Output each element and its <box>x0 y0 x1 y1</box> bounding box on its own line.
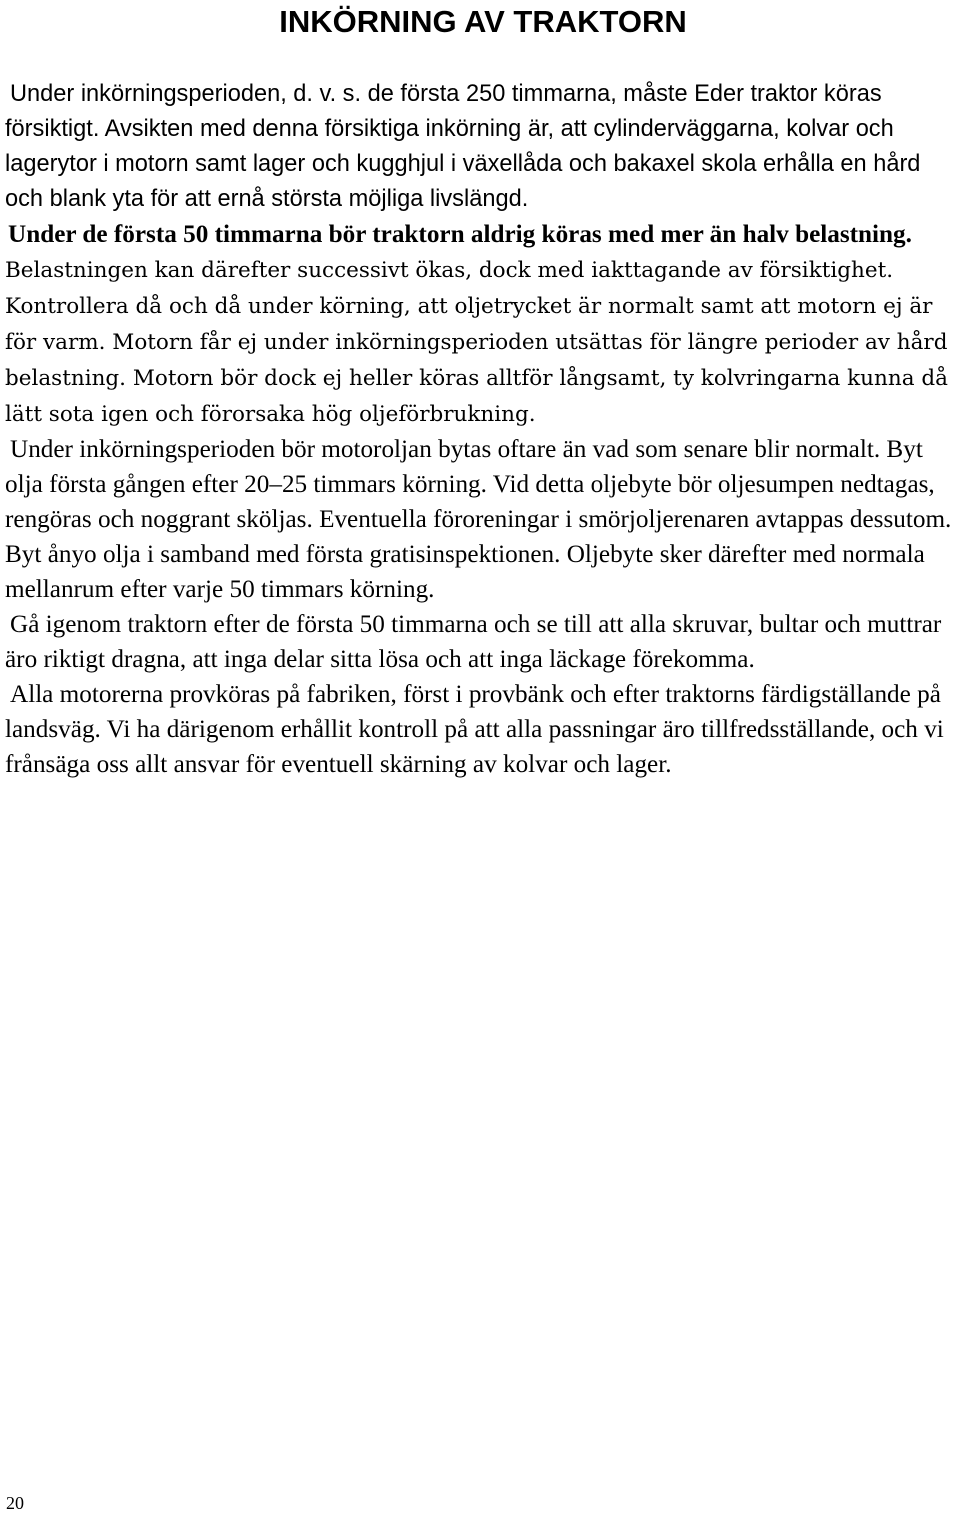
page-title: INKÖRNING AV TRAKTORN <box>279 4 687 39</box>
paragraph-inspection: Gå igenom traktorn efter de första 50 timmarna och se till att alla skruvar, bultar och muttrar äro riktigt dragna, att inga delar sitta lösa och att inga läckage förekomma. <box>5 611 942 673</box>
paragraph-factory-test: Alla motorerna provköras på fabriken, först i provbänk och efter traktorns färdigställande på landsväg. Vi ha därigenom erhållit kontroll på att alla passningar äro tillfredsställande, och vi frånsäga oss allt ansvar för eventuell skärning av kolvar och lager. <box>5 681 944 778</box>
paragraph-load <box>5 217 960 432</box>
page-number: 20 <box>6 1493 24 1513</box>
paragraph-load-bold: Under de första 50 timmarna bör traktorn aldrig köras med mer än halv belastning. <box>8 221 912 248</box>
paragraph-load-rest: Belastningen kan därefter successivt ökas, dock med iakttagande av försiktighet. Kontrollera då och då under körning, att oljetrycket är normalt samt att motorn ej är för varm. Motorn får ej under inkörningsperioden utsättas för längre perioder av hård belastning. Motorn bör dock ej heller köras alltför långsamt, ty kolvringarna kunna då lätt sota igen och förorsaka hög oljeförbrukning. <box>5 258 948 427</box>
paragraph-oil-change: Under inkörningsperioden bör motoroljan bytas oftare än vad som senare blir normalt. Byt olja första gången efter 20–25 timmars körning. Vid detta oljebyte bör oljesumpen nedtagas, rengöras och noggrant sköljas. Eventuella föroreningar i smörjoljerenaren avtappas dessutom. Byt ånyo olja i samband med första gratisinspektionen. Oljebyte sker därefter med normala mellanrum efter varje 50 timmars körning. <box>5 436 952 603</box>
paragraph-intro: Under inkörningsperioden, d. v. s. de första 250 timmarna, måste Eder traktor köras försiktigt. Avsikten med denna försiktiga inkörning är, att cylinderväggarna, kolvar och lagerytor i motorn samt lager och kugghjul i växellåda och bakaxel skola erhålla en hård och blank yta för att ernå största möjliga livslängd. <box>5 81 921 212</box>
body-text <box>5 77 960 782</box>
